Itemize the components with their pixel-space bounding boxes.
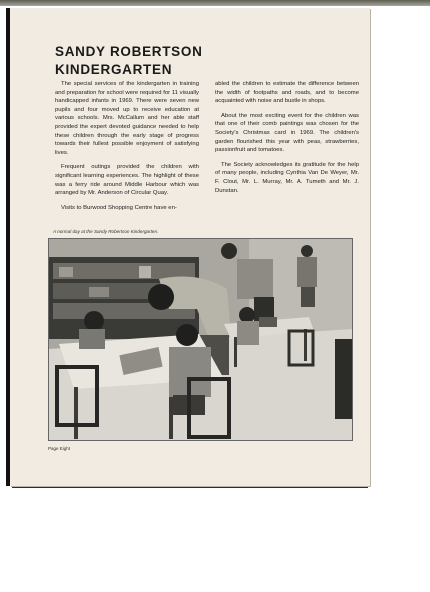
paragraph: The Society acknowledges its gratitude for the help of many people, including Cynthia Van De Weyer, Mr. F. Clout, Mr. L. Murray, Mr. A. Tumeth and Mr. J. Dunstan. — [215, 161, 359, 194]
page-number: Page Eight — [48, 446, 71, 451]
photo-caption: A normal day at the Sandy Robertson Kindergarten. — [53, 229, 159, 234]
paragraph: Frequent outings provided the children with significant learning experiences. The highlight of these was a ferry ride around Middle Harbour which was arranged by Mr. Anderson of Circular Quay. — [55, 164, 199, 197]
paragraph: About the most exciting event for the children was that one of their comb paintings was chosen for the Society's Christmas card in 1969. The children's garden flourished this year with peas, strawberries, passionfruit and tomatoes. — [215, 112, 359, 154]
right-text-column — [215, 80, 359, 201]
paragraph: Visits to Burwood Shopping Centre have en- — [61, 204, 177, 211]
scanner-bed-edge — [0, 0, 430, 6]
title-line-2: KINDERGARTEN — [55, 62, 173, 77]
left-text-column — [55, 80, 199, 218]
title-line-1: SANDY ROBERTSON — [55, 44, 203, 59]
paragraph: The special services of the kindergarten in training and preparation for school were required for 11 visually handicapped infants in 1969. There were seven new pupils and four moved up to receive education at various schools. Mrs. McCallum and her able staff provided the expert devoted guidance needed to help these children through the early stage of progress towards their fullest possible enjoyment of satisfying lives. — [55, 81, 199, 156]
paragraph: abled the children to estimate the difference between the width of footpaths and roads, and to become acquainted with noise and bustle in shops. — [215, 81, 359, 105]
page-title — [55, 43, 225, 79]
kindergarten-photo — [49, 239, 352, 440]
